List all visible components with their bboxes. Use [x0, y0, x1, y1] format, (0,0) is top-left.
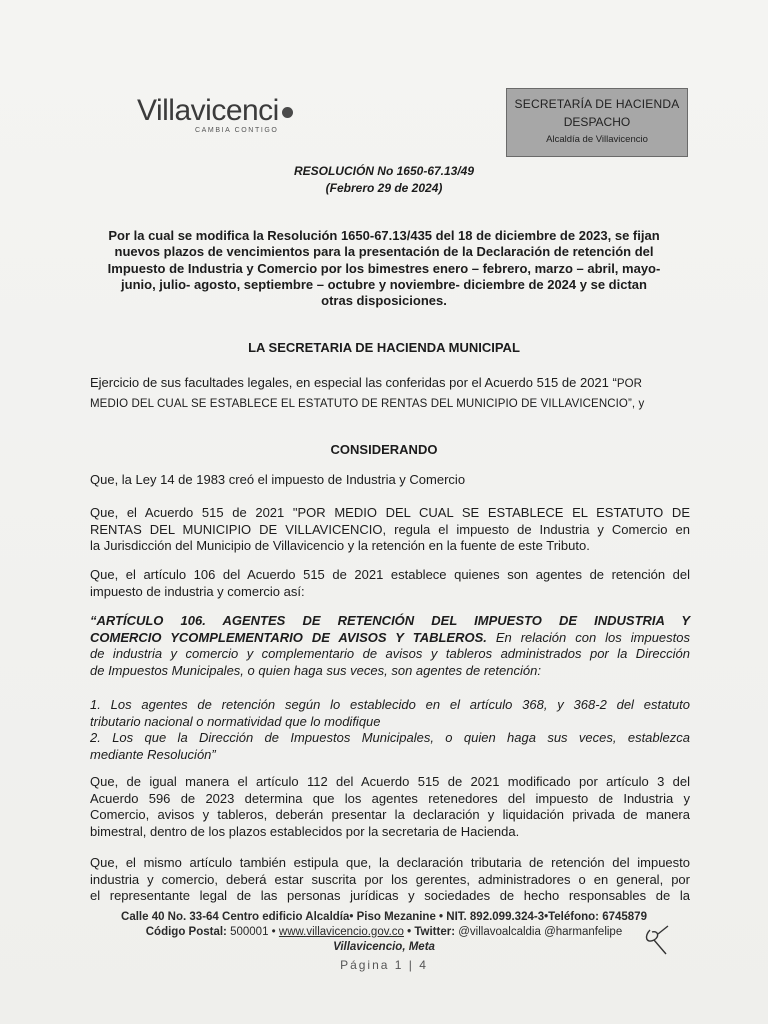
- logo-dot-icon: [282, 107, 293, 118]
- subject-line: Por la cual se modifica la Resolución 1650-67.13/435 del 18 de diciembre de 2023, se fijan: [108, 228, 660, 243]
- footer-city: Villavicencio, Meta: [333, 941, 435, 953]
- paragraph-line: Que, el mismo artículo también estipula que, la declaración tributaria de retención del impuesto: [90, 855, 690, 870]
- paragraph-3: [90, 567, 690, 600]
- logo-tagline: CAMBIA CONTIGO: [195, 127, 279, 134]
- paragraph-5: [90, 855, 690, 905]
- paragraph-line: Que, el Acuerdo 515 de 2021 "POR MEDIO DEL CUAL SE ESTABLECE EL ESTATUTO DE: [90, 505, 690, 520]
- article-line: de industria y comercio y complementario de avisos y tableros administrados por la Dirección: [90, 646, 690, 661]
- article-item: tributario nacional o normatividad que lo modifique: [90, 713, 381, 729]
- postal-code: 500001 •: [226, 926, 279, 938]
- resolution-date: (Febrero 29 de 2024): [325, 181, 443, 195]
- article-text: En relación con los impuestos: [486, 629, 691, 645]
- article-item: 1. Los agentes de retención según lo establecido en el artículo 368, y 368-2 del estatuto: [90, 697, 690, 712]
- paragraph-line: Acuerdo 596 de 2023 determina que los agentes retenedores del impuesto de Industria y: [90, 790, 690, 806]
- paragraph-line: impuesto de industria y comercio así:: [90, 583, 305, 599]
- footer-address: Calle 40 No. 33-64 Centro edificio Alcaldía• Piso Mezanine • NIT. 892.099.324-3•Teléfono: 6745879: [121, 911, 647, 923]
- subject-line: Impuesto de Industria y Comercio por los bimestres enero – febrero, marzo – abril, mayo-: [107, 260, 661, 276]
- paragraph-line: industria y comercio, deberá estar suscrita por los gerentes, administradores o en general, por: [90, 871, 690, 887]
- exercise-text: Ejercicio de sus facultades legales, en especial las conferidas por el Acuerdo 515 de 2021 “: [90, 375, 617, 390]
- subject-line: otras disposiciones.: [321, 293, 447, 309]
- handwritten-signature: [640, 920, 680, 960]
- twitter-label: • Twitter:: [403, 926, 456, 938]
- paragraph-line: bimestral, dentro de los plazos establecidos por la secretaria de Hacienda.: [90, 823, 520, 839]
- paragraph-line: Que, de igual manera el artículo 112 del Acuerdo 515 de 2021 modificado por artículo 3 del: [90, 774, 690, 789]
- postal-code-label: Código Postal:: [145, 926, 227, 938]
- article-item: 2. Los que la Dirección de Impuestos Municipales, o quien haga sus veces, establezca: [90, 730, 690, 745]
- paragraph-line: el representante legal de las personas jurídicas y sociedades de hecho responsables de la: [90, 888, 690, 903]
- subject-line: junio, julio- agosto, septiembre – octubre y noviembre- diciembre de 2024 y se dictan: [121, 276, 647, 292]
- article-106-quote: [90, 613, 690, 679]
- website-link[interactable]: www.villavicencio.gov.co: [278, 926, 404, 938]
- twitter-handles: @villavoalcaldia @harmanfelipe: [455, 926, 623, 938]
- paragraph-line: Comercio, avisos y tableros, deberán presentar la declaración y liquidación privada de manera: [90, 807, 690, 822]
- stamp-line-3: Alcaldía de Villavicencio: [546, 134, 648, 145]
- paragraph-2: [90, 505, 690, 555]
- stamp-line-2: DESPACHO: [563, 115, 631, 129]
- article-title-line-1: “ARTÍCULO 106. AGENTES DE RETENCIÓN DEL IMPUESTO DE INDUSTRIA Y: [90, 613, 690, 628]
- article-line: de Impuestos Municipales, o quien haga sus veces, son agentes de retención:: [90, 662, 541, 678]
- exercise-paragraph: [90, 373, 690, 414]
- article-item: mediante Resolución”: [90, 746, 216, 762]
- exercise-line-2: MEDIO DEL CUAL SE ESTABLECE EL ESTATUTO DE RENTAS DEL MUNICIPIO DE VILLAVICENCIO”, y: [90, 398, 645, 410]
- page-number: Página 1 | 4: [340, 958, 428, 972]
- resolution-heading: [0, 163, 768, 197]
- stamp-line-1: SECRETARÍA DE HACIENDA: [514, 97, 680, 111]
- resolution-subject: [84, 228, 684, 309]
- resolution-number: RESOLUCIÓN No 1650-67.13/49: [293, 164, 475, 178]
- paragraph-4: [90, 774, 690, 840]
- paragraph-line: Que, el artículo 106 del Acuerdo 515 de 2021 establece quienes son agentes de retención del: [90, 567, 690, 582]
- article-items: [90, 697, 690, 763]
- paragraph-line: la Jurisdicción del Municipio de Villavicencio y la retención en la fuente de este Tributo.: [90, 538, 590, 553]
- logo-text: Villavicenci: [137, 94, 279, 127]
- subject-line: nuevos plazos de vencimientos para la presentación de la Declaración de retención del: [114, 244, 654, 260]
- considerando-heading: CONSIDERANDO: [330, 442, 438, 457]
- paragraph-line: RENTAS DEL MUNICIPIO DE VILLAVICENCIO, regula el impuesto de Industria y Comercio en: [90, 521, 690, 537]
- article-title-line-2: COMERCIO YCOMPLEMENTARIO DE AVISOS Y TABLEROS.: [90, 629, 487, 645]
- authority-heading: LA SECRETARIA DE HACIENDA MUNICIPAL: [248, 340, 520, 355]
- villavicencio-logo: [137, 96, 307, 134]
- exercise-caps: POR: [616, 378, 643, 390]
- paragraph-1: Que, la Ley 14 de 1983 creó el impuesto de Industria y Comercio: [90, 472, 466, 487]
- department-stamp: [506, 88, 688, 157]
